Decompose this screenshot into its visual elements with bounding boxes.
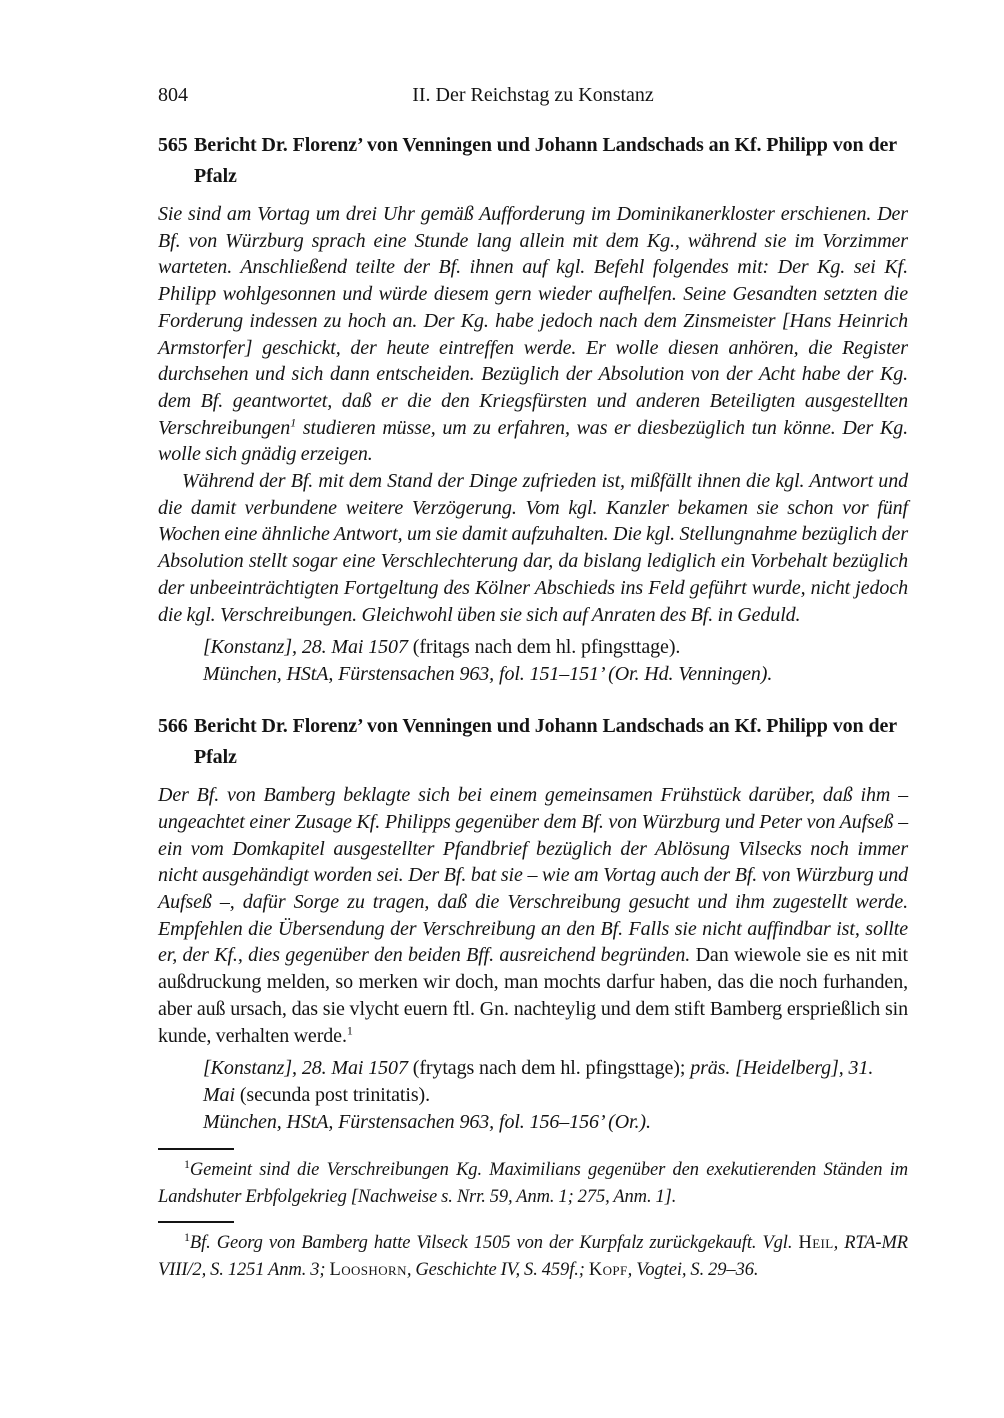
source-line: München, HStA, Fürstensachen 963, fol. 151–151’ (Or. Hd. Venningen). [203,663,773,686]
quote-text: Dan wiewole sie es nit mit außdruckung melden, so merken wir doch, man mochts darfur haben, das die noch furhanden, aber auß ursach, das sie vlycht euern ftl. Gn. nachteylig und dem stift Bamberg ersprießlich sin kunde, verhalten werde. [158,944,908,1047]
date-gloss-text: (fritags nach dem hl. pfingsttage). [407,636,681,659]
author-name-smallcaps: Looshorn [329,1260,407,1281]
dateline-block [203,1055,908,1136]
author-name-smallcaps: Heil [798,1233,834,1254]
footnote-rule [158,1148,234,1150]
footnote-block-1 [158,1148,908,1211]
footnote-marker: 1 [290,414,297,429]
date-gloss-text: (frytags nach dem hl. pfingsttage); [407,1057,691,1080]
footnote-rule [158,1221,234,1223]
summary-paragraph [158,782,908,1049]
summary-paragraph-1 [158,201,908,468]
entry-heading-565 [158,130,908,192]
entry-title: Bericht Dr. Florenz’ von Venningen und Johann Landschads an Kf. Philipp von der Pfalz [194,715,897,769]
footnote-marker: 1 [184,1230,190,1245]
footnote-text: , RTA-MR VIII/2, S. 1251 Anm. 3; [158,1233,908,1281]
entry-heading-566 [158,711,908,773]
date-praes-text: präs. [Heidelberg], 31. Mai [203,1057,874,1107]
footnote-text: Gemeint sind die Verschreibungen Kg. Maximilians gegenüber den exekutierenden Ständen im Landshuter Erbfolgekrieg [Nachweise s. Nrr. 59, Anm. 1; 275, Anm. 1]. [158,1160,908,1208]
footnote-text: Bf. Georg von Bamberg hatte Vilseck 1505 von der Kurpfalz zurückgekauft. Vgl. [189,1233,799,1254]
text-block [158,84,908,1284]
footnote-text: , Vogtei, S. 29–36. [627,1260,759,1281]
date-gloss-text-2: (secunda post trinitatis). [239,1084,430,1107]
document-entry-566 [158,711,908,1136]
summary-text: Sie sind am Vortag um drei Uhr gemäß Aufforderung im Dominikanerkloster erschienen. Der Bf. von Würzburg sprach eine Stunde lang allein mit dem Kg., während sie im Vorzimmer warteten. Anschließend teilte der Bf. ihnen auf kgl. Befehl folgendes mit: Der Kg. sei Kf. Philipp wohlgesonnen und würde diesem gern wieder aufhelfen. Seine Gesandten setzten die Forderung indessen zu hoch an. Der Kg. habe jedoch nach dem Zinsmeister [Hans Heinrich Armstorfer] geschickt, der heute eintreffen werde. Er wolle diesen anhören, die Register durchsehen und sich dann entscheiden. Bezüglich der Absolution von der Acht habe der Kg. dem Bf. geantwortet, daß er die den Kriegsfürsten und anderen Beteiligten ausgestellten Verschreibungen [158,203,908,439]
footnote-2 [158,1230,908,1284]
summary-text: Während der Bf. mit dem Stand der Dinge zufrieden ist, mißfällt ihnen die kgl. Antwort und die damit verbundene weitere Verzögerung. Vom kgl. Kanzler bekamen sie schon vor fünf Wochen eine ähnliche Antwort, um sie damit aufzuhalten. Die kgl. Stellungnahme bezüglich der Absolution stellt sogar eine Verschlechterung dar, da bislang lediglich ein Vorbehalt bezüglich der unbeeinträchtigten Fortgeltung des Kölner Abschieds ins Feld geführt wurde, nicht jedoch die kgl. Verschreibungen. Gleichwohl üben sie sich auf Anraten des Bf. in Geduld. [158,470,908,626]
summary-text: studieren müsse, um zu erfahren, was er diesbezüglich tun könne. Der Kg. wolle sich gnädig erzeigen. [158,416,908,466]
running-header [158,84,908,110]
dateline [203,634,908,661]
footnote-marker: 1 [346,1022,353,1037]
entry-number: 565 [158,134,188,156]
dateline [203,1055,908,1109]
footnote-block-2 [158,1221,908,1284]
source-line: München, HStA, Fürstensachen 963, fol. 156–156’ (Or.). [203,1111,651,1134]
date-place-text: [Konstanz], 28. Mai 1507 [203,1057,408,1080]
summary-paragraph-2 [158,468,908,628]
document-entry-565 [158,130,908,688]
author-name-smallcaps: Kopf [588,1260,628,1281]
dateline-block [203,634,908,688]
page-number: 804 [158,84,188,106]
date-place-text: [Konstanz], 28. Mai 1507 [203,636,408,659]
footnote-marker: 1 [184,1157,190,1172]
running-head-title: II. Der Reichstag zu Konstanz [412,84,654,106]
summary-text: Der Bf. von Bamberg beklagte sich bei einem gemeinsamen Frühstück darüber, daß ihm – ungeachtet einer Zusage Kf. Philipps gegenüber dem Bf. von Würzburg und Peter von Aufseß – ein vom Domkapitel ausgestellter Pfandbrief bezüglich der Ablösung Vilsecks noch immer nicht ausgehändigt worden sei. Der Bf. bat sie – wie am Vortag auch der Bf. von Würzburg und Aufseß –, dafür Sorge zu tragen, daß die Verschreibung gesucht und ihm zugestellt werde. Empfehlen die Übersendung der Verschreibung an den Bf. Falls sie nicht auffindbar ist, sollte er, der Kf., dies gegenüber den beiden Bff. ausreichend begründen. [158,784,908,967]
footnote-1 [158,1157,908,1211]
entry-number: 566 [158,715,188,738]
entry-title: Bericht Dr. Florenz’ von Venningen und Johann Landschads an Kf. Philipp von der Pfalz [194,134,897,187]
footnote-text: , Geschichte IV, S. 459f.; [406,1260,589,1281]
